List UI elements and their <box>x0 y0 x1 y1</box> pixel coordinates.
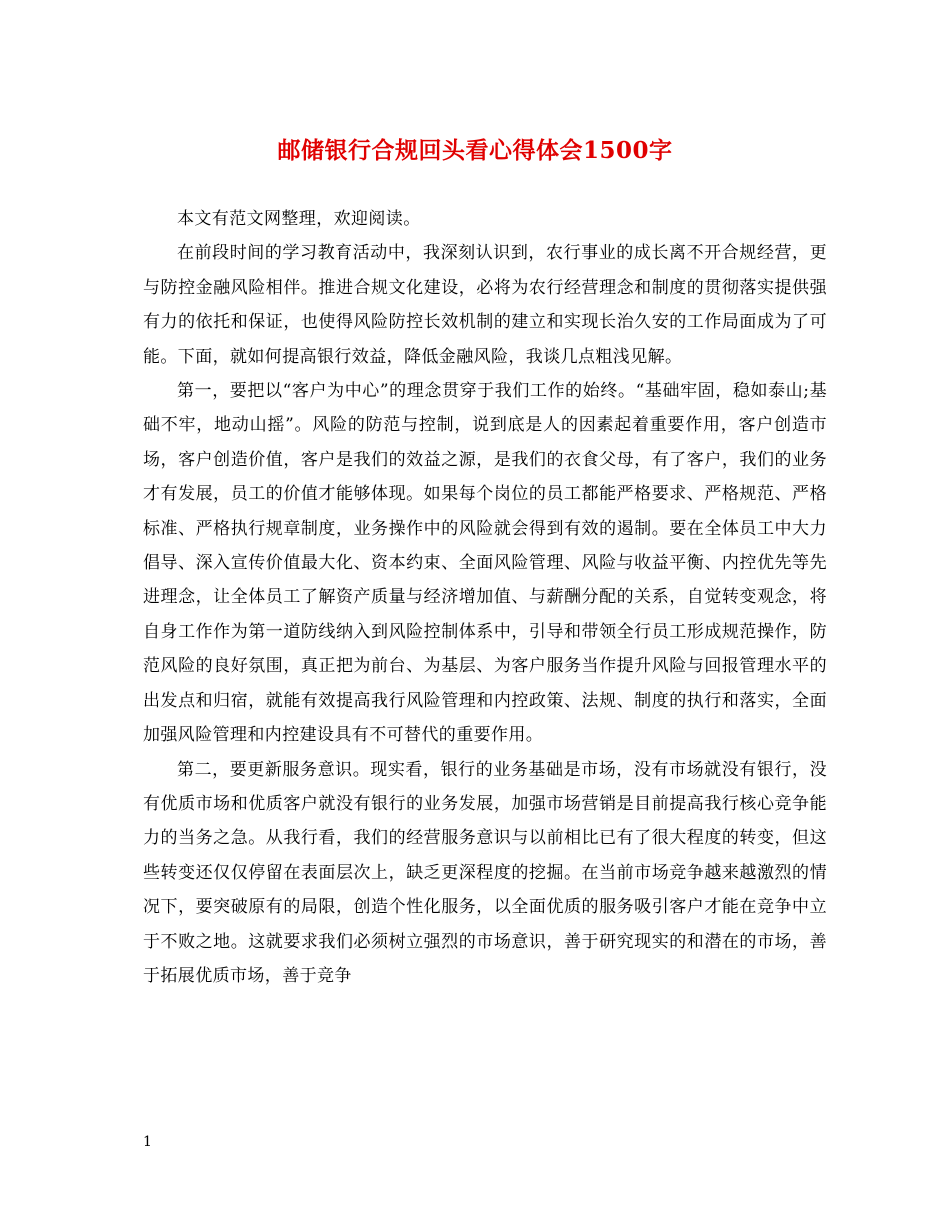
document-body <box>143 202 827 993</box>
paragraph-intro: 本文有范文网整理，欢迎阅读。 <box>177 209 421 229</box>
page-number: 1 <box>143 1134 152 1150</box>
paragraph-opening: 在前段时间的学习教育活动中，我深刻认识到，农行事业的成长离不开合规经营，更与防控金融风险相伴。推进合规文化建设，必将为农行经营理念和制度的贯彻落实提供强有力的依托和保证，也使得风险防控长效机制的建立和实现长治久安的工作局面成为了可能。下面，就如何提高银行效益，降低金融风险，我谈几点粗浅见解。 <box>143 243 827 367</box>
paragraph-point-two: 第二，要更新服务意识。现实看，银行的业务基础是市场，没有市场就没有银行，没有优质市场和优质客户就没有银行的业务发展，加强市场营销是目前提高我行核心竞争能力的当务之急。从我行看，我们的经营服务意识与以前相比已有了很大程度的转变，但这些转变还仅仅停留在表面层次上，缺乏更深程度的挖掘。在当前市场竞争越来越激烈的情况下，要突破原有的局限，创造个性化服务，以全面优质的服务吸引客户才能在竞争中立于不败之地。这就要求我们必须树立强烈的市场意识，善于研究现实的和潜在的市场，善于拓展优质市场，善于竞争 <box>143 759 827 986</box>
document-title: 邮储银行合规回头看心得体会1500字 <box>277 137 673 164</box>
paragraph-point-one: 第一，要把以“客户为中心”的理念贯穿于我们工作的始终。“基础牢固，稳如泰山;基础不牢，地动山摇”。风险的防范与控制，说到底是人的因素起着重要作用，客户创造市场，客户创造价值，客户是我们的效益之源，是我们的衣食父母，有了客户，我们的业务才有发展，员工的价值才能够体现。如果每个岗位的员工都能严格要求、严格规范、严格标准、严格执行规章制度，业务操作中的风险就会得到有效的遏制。要在全体员工中大力倡导、深入宣传价值最大化、资本约束、全面风险管理、风险与收益平衡、内控优先等先进理念，让全体员工了解资产质量与经济增加值、与薪酬分配的关系，自觉转变观念，将自身工作作为第一道防线纳入到风险控制体系中，引导和带领全行员工形成规范操作，防范风险的良好氛围，真正把为前台、为基层、为客户服务当作提升风险与回报管理水平的出发点和归宿，就能有效提高我行风险管理和内控政策、法规、制度的执行和落实，全面加强风险管理和内控建设具有不可替代的重要作用。 <box>143 381 827 746</box>
